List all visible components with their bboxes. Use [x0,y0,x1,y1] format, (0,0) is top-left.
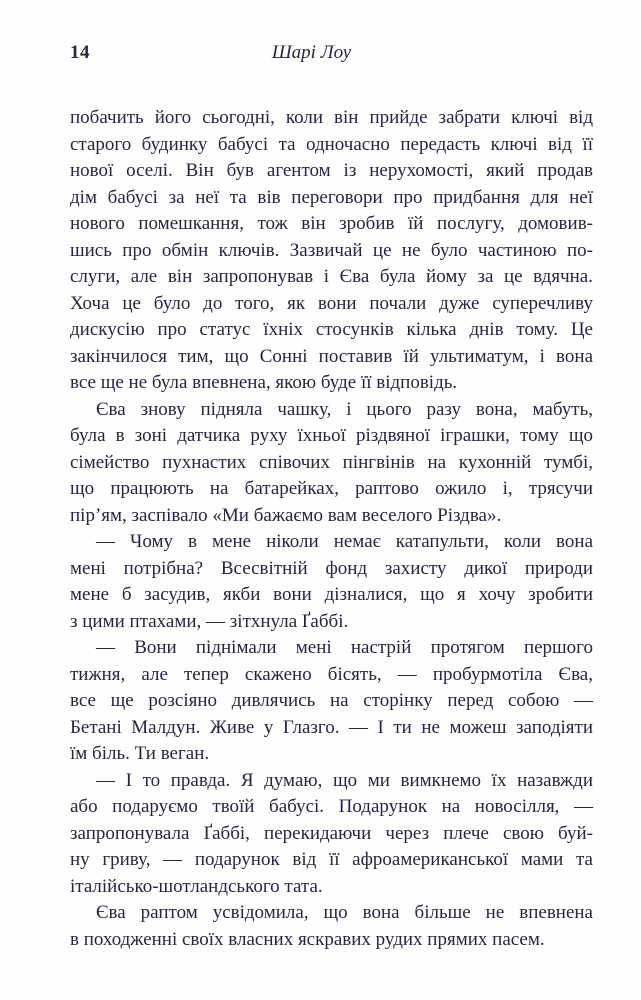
text-line: дискусію про статус їхніх стосунків кілька днів тому. Це [70,319,593,340]
text-line: слуги, але він запропонував і Єва була йому за це вдячна. [70,266,593,287]
text-line: закінчилося тим, що Сонні поставив їй ультиматум, і вона [70,345,593,367]
text-line: Єва раптом усвідомила, що вона більше не впевнена [96,902,593,923]
text-line: шись про обмін ключів. Зазвичай це не було частиною по- [70,239,593,261]
text-line: що працюють на батарейках, раптово ожило і, трясучи [70,478,593,499]
text-line: пір’ям, заспівало «Ми бажаємо вам веселого Різдва». [70,504,502,526]
text-line: нового помешкання, тож він зробив їй послугу, домовив- [70,213,593,234]
paragraph [70,105,593,397]
text-line: мене б засудив, якби вони дізналися, що я хочу зробити [70,584,593,605]
text-line: в походженні своїх власних яскравих рудих прямих пасем. [70,928,545,950]
paragraph [70,397,593,530]
text-line: Бетані Малдун. Живе у Глазго. — І ти не можеш заподіяти [70,716,593,738]
text-line: дім бабусі за неї та вів переговори про придбання для неї [70,186,593,208]
text-line: сімейство пухнастих співочих пінгвінів на кухонній тумбі, [70,451,593,473]
text-line: італійсько-шотландського тата. [70,875,323,897]
text-line: все ще не була впевнена, якою буде її відповідь. [70,372,458,393]
text-line: Хоча це було до того, як вони почали дуже суперечливу [70,292,593,314]
page-text [70,105,593,953]
text-line: — Чому в мене ніколи немає катапульти, коли вона [96,531,593,552]
text-line: або подаруємо твоїй бабусі. Подарунок на новосілля, — [70,796,593,817]
paragraph [70,900,593,953]
text-line: мені потрібна? Всесвітній фонд захисту дикої природи [70,557,593,579]
paragraph [70,635,593,768]
paragraph [70,529,593,635]
text-line: старого будинку бабусі та одночасно передасть ключі від її [70,133,593,155]
page-number: 14 [70,42,90,63]
text-line: нової оселі. Він був агентом із нерухомості, який продав [70,160,593,181]
text-line: все ще розсіяно дивлячись на сторінку перед собою — [70,690,593,711]
text-line: тижня, але тепер скажено бісять, — пробурмотіла Єва, [70,663,593,685]
text-line: з цими птахами, — зітхнула Ґаббі. [70,610,349,632]
text-line: — Вони піднімали мені настрій протягом першого [96,637,593,658]
paragraph [70,768,593,901]
text-line: запропонувала Ґаббі, перекидаючи через плече свою буй- [70,822,593,844]
text-line: ну гриву, — подарунок від її афроамериканської мами та [70,849,593,870]
text-line: — І то правда. Я думаю, що ми вимкнемо їх назавжди [96,769,593,791]
text-line: побачить його сьогодні, коли він прийде забрати ключі від [70,107,593,128]
running-header-author: Шарі Лоу [271,42,352,63]
text-line: їм біль. Ти веган. [70,743,210,764]
text-line: Єва знову підняла чашку, і цього разу вона, мабуть, [96,398,593,420]
running-header [70,42,593,64]
text-line: була в зоні датчика руху їхньої різдвяної іграшки, тому що [70,425,593,446]
